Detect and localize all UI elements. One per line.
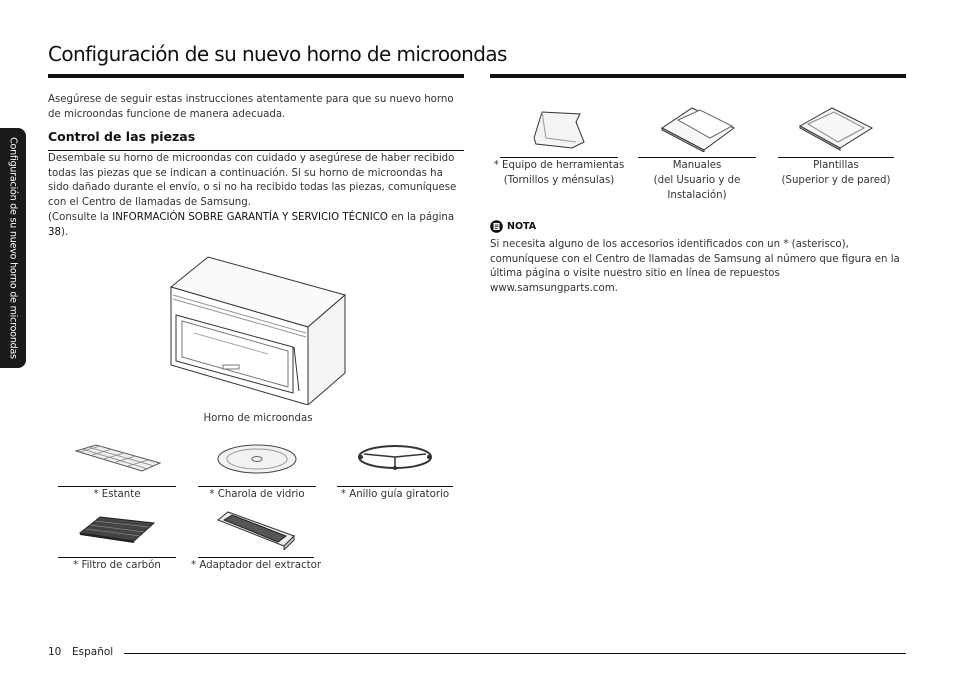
exhaust-adapter-image	[214, 510, 298, 550]
templates-image	[798, 106, 874, 152]
page-title: Configuración de su nuevo horno de microondas	[48, 42, 507, 66]
glass-tray-image	[215, 442, 299, 476]
note-icon	[490, 220, 503, 233]
ref-middle: en la página	[387, 211, 455, 223]
filter-caption: * Filtro de carbón	[73, 560, 161, 571]
charcoal-filter-image	[78, 513, 158, 543]
ref-prefix: (Consulte la	[48, 211, 113, 223]
roller-ring-image	[354, 442, 436, 474]
note-heading	[490, 220, 536, 233]
templates-caption	[776, 158, 896, 188]
templates-caption-line2: (Superior y de pared)	[781, 175, 891, 186]
manuals-image	[660, 106, 736, 152]
page-number: 10	[48, 646, 62, 658]
section-body	[48, 152, 462, 240]
manuals-caption-line3: Instalación)	[667, 190, 727, 201]
oven-caption: Horno de microondas	[203, 413, 313, 424]
adapter-caption: * Adaptador del extractor	[190, 560, 322, 571]
tools-caption-line2: (Tornillos y ménsulas)	[503, 175, 615, 186]
rack-image	[72, 443, 164, 473]
tools-caption-line1: * Equipo de herramientas	[493, 160, 625, 171]
section-body-text: Desembale su horno de microondas con cuidado y asegúrese de haber recibido todas las piezas que se indican a continuación. Si su horno de microondas ha sido dañado durante el envío, o si no ha recibido todas las piezas, comuníquese con el Centro de llamadas de Samsung.	[48, 153, 457, 209]
section-heading: Control de las piezas	[48, 129, 196, 144]
title-rule-right	[490, 74, 906, 78]
intro-text: Asegúrese de seguir estas instrucciones atentamente para que su nuevo horno de microondas funcione de manera adecuada.	[48, 94, 454, 120]
side-section-tab	[0, 128, 26, 368]
footer-rule	[124, 653, 906, 654]
footer-language: Español	[72, 646, 114, 658]
templates-caption-line1: Plantillas	[813, 160, 859, 171]
tools-caption	[490, 158, 628, 188]
ring-caption: * Anillo guía giratorio	[340, 489, 450, 500]
page-reference[interactable]: 38	[48, 226, 61, 238]
tray-caption: * Charola de vidrio	[209, 489, 305, 500]
note-text: Si necesita alguno de los accesorios identificados con un * (asterisco), comuníquese con el Centro de llamadas de Samsung al número que figura en la última página o visite nuestro sitio en línea de repuestos www.samsungparts.com.	[490, 239, 900, 295]
rack-caption: * Estante	[93, 489, 141, 500]
ref-suffix: ).	[60, 226, 69, 238]
microwave-oven-image	[168, 255, 348, 405]
warranty-reference: INFORMACIÓN SOBRE GARANTÍA Y SERVICIO TÉCNICO	[112, 211, 388, 223]
section-rule	[48, 150, 464, 151]
note-label: NOTA	[507, 221, 537, 232]
manuals-caption	[638, 158, 756, 203]
manuals-caption-line2: (del Usuario y de	[653, 175, 741, 186]
side-tab-label: Configuración de su nuevo horno de microondas	[7, 137, 19, 359]
title-rule-left	[48, 74, 464, 78]
tool-kit-bag-image	[530, 108, 590, 152]
manuals-caption-line1: Manuales	[672, 160, 722, 171]
